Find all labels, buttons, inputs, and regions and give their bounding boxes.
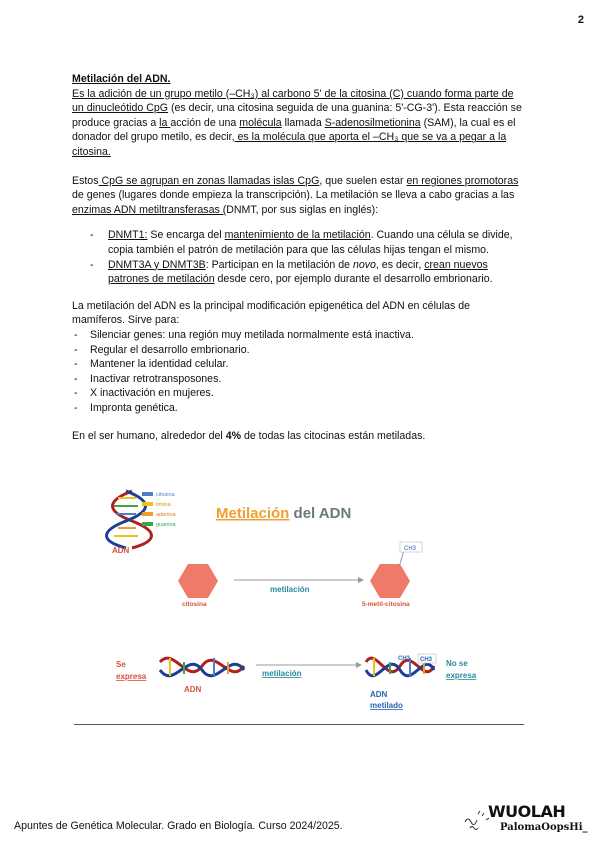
list-item: - Impronta genética. (72, 401, 524, 416)
list-item: - Regular el desarrollo embrionario. (72, 343, 524, 358)
text: (es decir, una citosina seguida de una guanina: 5'-CG-3'). Esta reacción se produce gracias a (72, 102, 522, 129)
ch3-label: CH3 (404, 546, 417, 552)
text: . Cuando una célula se divide, copia también el patrón de metilación para que las células hijas tengan el mismo. (108, 229, 513, 256)
cytosine-label: citosina (182, 601, 207, 608)
arrow-head-icon (358, 577, 364, 583)
arrow-head-icon (356, 662, 362, 668)
figure-title-b: del ADN (289, 505, 352, 522)
text-underlined: es la molécula que aporta el –CH₃ que se va a pegar a la citosina. (72, 131, 507, 158)
paragraph-definition (72, 87, 524, 160)
text: En el ser humano, alrededor del (72, 430, 226, 443)
list-item: - Silenciar genes: una región muy metilada normalmente está inactiva. (72, 328, 524, 343)
list-item: - X inactivación en mujeres. (72, 386, 524, 401)
methylated-label: ADN (370, 690, 388, 699)
cytosine-hexagon (178, 564, 218, 598)
text-underlined: mantenimiento de la metilación (224, 229, 371, 242)
footer-text: Apuntes de Genética Molecular. Grado en Biología. Curso 2024/2025. (14, 820, 343, 832)
arrow-label: metilación (270, 585, 310, 594)
percentage: 4% (225, 430, 242, 443)
dna-strand-icon (160, 658, 244, 676)
methylation-figure (104, 486, 484, 720)
text: desde cero, por ejemplo durante el desarrollo embrionario. (214, 273, 493, 286)
legend-swatch-timina (142, 502, 153, 506)
text: de todas las citocinas están metiladas. (241, 430, 426, 443)
legend-label: timina (156, 502, 171, 508)
paragraph-human-percentage (72, 429, 524, 444)
text: Se encarga del (147, 229, 225, 242)
text: llamada (281, 116, 325, 129)
ch3-label: CH3 (420, 657, 433, 663)
text: (SAM), la cual es el donador del grupo metilo, es decir, (72, 116, 516, 144)
text-underlined: molécula (239, 116, 282, 129)
expressed-label: Se (116, 660, 126, 669)
text-underlined: CpG se agrupan en zonas llamadas islas CpG (98, 174, 320, 187)
paragraph-islas-cpg (72, 174, 524, 218)
legend-label: citosina (156, 492, 175, 498)
text-underlined: la (159, 116, 171, 129)
document-body (72, 72, 524, 444)
legend-swatch-adenina (142, 512, 153, 516)
footer-rule (74, 724, 524, 725)
legend-swatch-citosina (142, 492, 153, 496)
dnmt-list (72, 228, 524, 286)
list-item (72, 258, 524, 287)
dna-label: ADN (112, 546, 130, 555)
list-item (72, 228, 524, 257)
methyl-cytosine-hexagon (370, 564, 410, 598)
paragraph-epigenetic: La metilación del ADN es la principal modificación epigenética del ADN en células de mamíferos. Sirve para: (72, 299, 471, 327)
expressed-label: expresa (116, 672, 147, 681)
text-underlined: enzimas ADN metiltransferasas ( (72, 203, 227, 216)
not-expressed-label: expresa (446, 671, 477, 680)
enzyme-name: DNMT3A y DNMT3B (108, 258, 206, 271)
dna-bottom-label: ADN (184, 685, 202, 694)
text: Estos (72, 174, 99, 187)
ch3-label: CH3 (398, 656, 411, 662)
text: acción de una (170, 116, 240, 129)
author-username: PalomaOopsHi_ (500, 822, 588, 833)
definition-text: Es la adición de un grupo metilo (–CH₃) al carbono 5' de la citosina (C) cuando forma parte de un dinucleótido CpG (72, 87, 514, 115)
legend-swatch-guanina (142, 522, 153, 526)
methyl-cytosine-label: 5-metil-citosina (362, 601, 410, 608)
uses-list (72, 328, 524, 416)
enzyme-name: DNMT1: (108, 229, 148, 242)
list-item: - Inactivar retrotransposones. (72, 372, 524, 387)
methylated-label: metilado (370, 701, 403, 710)
page-number: 2 (577, 14, 584, 26)
text: , es decir, (375, 258, 425, 271)
wuolah-logo: WUOLAH (488, 802, 566, 821)
text-underlined: en regiones promotoras (406, 174, 519, 187)
text: de genes (lugares donde empieza la transcripción). La metilación se lleva a cabo gracias a las (72, 189, 515, 202)
legend-label: guanina (156, 522, 176, 528)
text-italic: novo (352, 258, 376, 271)
text-underlined: crean nuevos patrones de metilación (108, 258, 488, 286)
not-expressed-label: No se (446, 659, 468, 668)
text: : Participan en la metilación de (205, 258, 353, 271)
list-item: - Mantener la identidad celular. (72, 357, 524, 372)
figure-title-a: Metilación (216, 505, 290, 522)
text: , que suelen estar (319, 174, 407, 187)
sam-name: S-adenosilmetionina (324, 116, 421, 129)
dna-helix-icon (107, 491, 152, 548)
section-title: Metilación del ADN. (72, 73, 171, 85)
figure-title (216, 505, 351, 522)
base-legend (142, 492, 177, 528)
text: DNMT, por sus siglas en inglés): (226, 203, 379, 216)
arrow-label-bottom: metilación (262, 669, 302, 678)
legend-label: adenina (156, 512, 176, 518)
